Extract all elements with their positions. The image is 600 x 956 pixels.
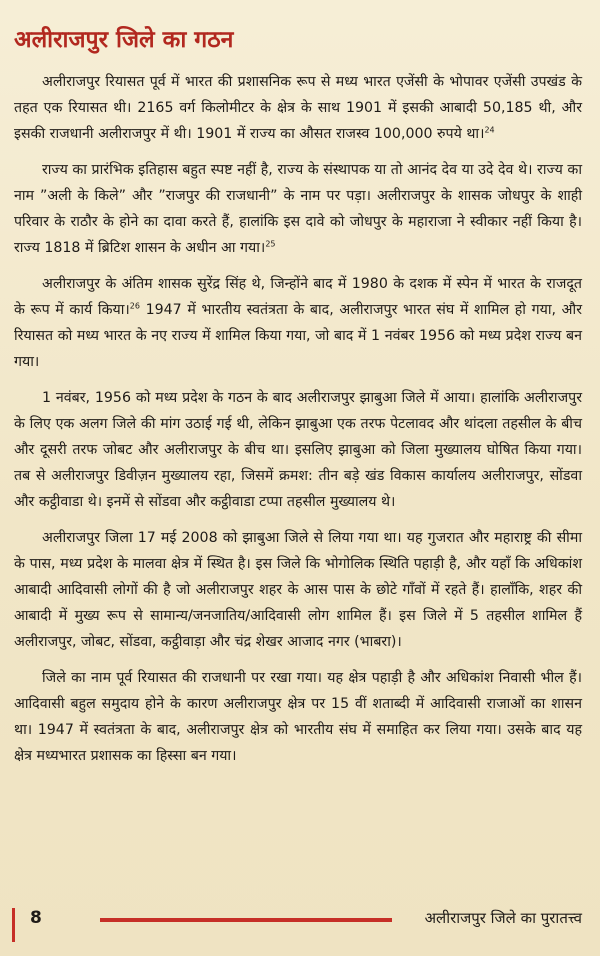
paragraph-text: जिले का नाम पूर्व रियासत की राजधानी पर रखा गया। यह क्षेत्र पहाड़ी है और अधिकांश निवासी भील हैं। आदिवासी बहुल समुदाय होने के कारण अलीराजपुर क्षेत्र पर 15 वीं शताब्दी में आदिवासी राजाओं का शासन था। 1947 में स्वतंत्रता के बाद, अलीराजपुर क्षेत्र को भारतीय संघ में समाहित कर लिया गया। उसके बाद यह क्षेत्र मध्यभारत प्रशासक का हिस्सा बन गया।	[14, 670, 582, 765]
page-number: 8	[30, 908, 42, 928]
paragraph-5	[14, 525, 582, 655]
paragraph-text: राज्य का प्रारंभिक इतिहास बहुत स्पष्ट नहीं है, राज्य के संस्थापक या तो आनंद देव या उदे देव थे। राज्य का नाम ”अली के किले” और ”राजपुर की राजधानी” के नाम पर पड़ा। अलीराजपुर के शासक जोधपुर के शाही परिवार के राठौर के होने का दावा करते हैं, हालांकि इस दावे को जोधपुर के महाराजा ने स्वीकार नहीं किया है। राज्य 1818 में ब्रिटिश शासन के अधीन आ गया।	[14, 162, 582, 257]
paragraph-text: अलीराजपुर रियासत पूर्व में भारत की प्रशासनिक रूप से मध्य भारत एजेंसी के भोपावर एजेंसी उपखंड के तहत एक रियासत थी। 2165 वर्ग किलोमीटर के क्षेत्र के साथ 1901 में इसकी आबादी 50,185 थी, और इसकी राजधानी अलीराजपुर में थी। 1901 में राज्य का औसत राजस्व 100,000 रुपये था।	[14, 74, 582, 143]
paragraph-text: अलीराजपुर के अंतिम शासक सुरेंद्र सिंह थे, जिन्होंने बाद में 1980 के दशक में स्पेन में भारत के राजदूत के रूप में कार्य किया।	[14, 276, 582, 319]
paragraph-text-continuation: 1947 में भारतीय स्वतंत्रता के बाद, अलीराजपुर भारत संघ में शामिल हो गया, और रियासत को मध्य भारत के नए राज्य में शामिल किया गया, जो बाद में 1 नवंबर 1956 को मध्य प्रदेश राज्य बन गया।	[14, 302, 582, 371]
footnote-marker: 25	[265, 239, 276, 249]
chapter-heading: अलीराजपुर जिले का गठन	[14, 27, 234, 53]
footnote-marker: 24	[484, 125, 495, 135]
paragraph-3	[14, 271, 582, 375]
paragraph-text: 1 नवंबर, 1956 को मध्य प्रदेश के गठन के बाद अलीराजपुर झाबुआ जिले में आया। हालांकि अलीराजपुर के लिए एक अलग जिले की मांग उठाई गई थी, लेकिन झाबुआ एक तरफ पेटलावद और थांदला तहसील के बीच और दूसरी तरफ जोबट और अलीराजपुर के बीच था। इसलिए झाबुआ को जिला मुख्यालय घोषित किया गया। तब से अलीराजपुर डिवीज़न मुख्यालय रहा, जिसमें क्रमश: तीन बड़े खंड विकास कार्यालय अलीराजपुर, सोंडवा और कट्ठीवाडा थे। इनमें से सोंडवा और कट्ठीवाडा टप्पा तहसील मुख्यालय थे।	[14, 390, 582, 511]
paragraph-1	[14, 69, 582, 147]
footer-margin-line	[12, 908, 15, 942]
paragraph-text: अलीराजपुर जिला 17 मई 2008 को झाबुआ जिले से लिया गया था। यह गुजरात और महाराष्ट्र की सीमा के पास, मध्य प्रदेश के मालवा क्षेत्र में स्थित है। इस जिले कि भोगोलिक स्थिति पहाड़ी है, और यहाँ कि अधिकांश आबादी आदिवासी लोगों की है जो अलीराजपुर शहर के आस पास के छोटे गाँवों में रहते हैं। हालाँकि, शहर की आबादी में मुख्य रूप से सामान्य/जनजातिय/आदिवासी लोग शामिल हैं। इस जिले में 5 तहसील शामिल हैं अलीराजपुर, जोबट, सोंडवा, कट्ठीवाड़ा और चंद्र शेखर आजाद नगर (भाबरा)।	[14, 530, 582, 651]
footnote-marker: 26	[129, 301, 140, 311]
page-footer	[12, 908, 582, 942]
paragraph-6	[14, 665, 582, 769]
paragraph-4	[14, 385, 582, 515]
footer-rule	[100, 918, 392, 922]
paragraph-2	[14, 157, 582, 261]
running-title: अलीराजपुर जिले का पुरातत्त्व	[424, 909, 582, 927]
